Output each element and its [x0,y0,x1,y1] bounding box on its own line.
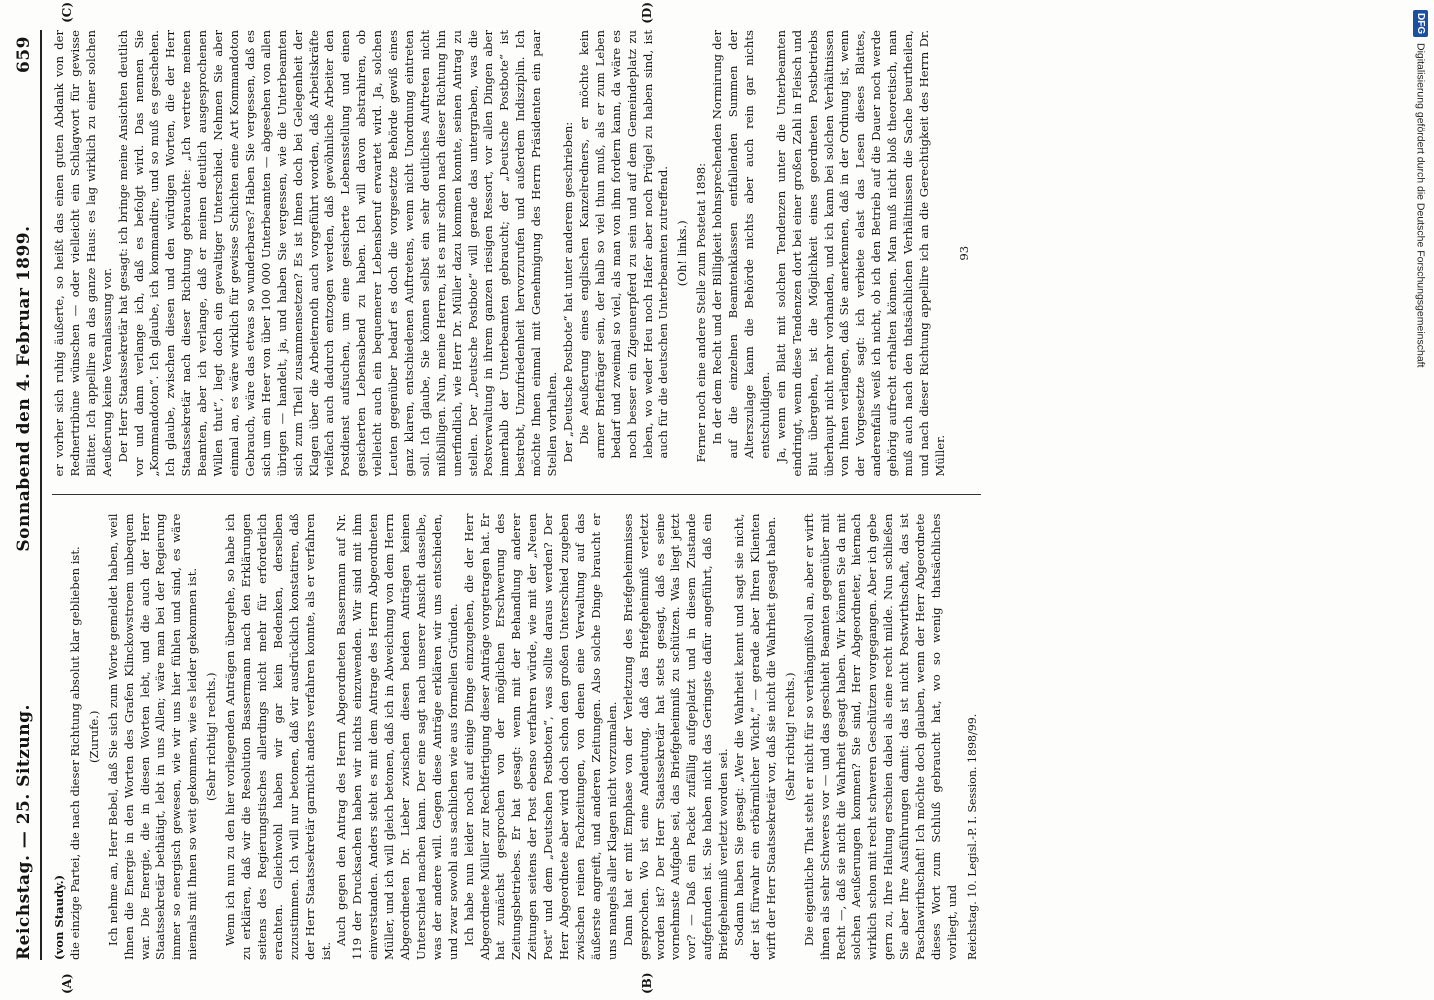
paragraph: Der Herr Staatssekretär hat gesagt: ich bringe meine Ansichten deutlich vor und dann verlange ich, daß es befolgt wird. Das nennen Sie „Kommandoton“. Ich glaube, ich kommandire, und so muß es geschehen. Ich glaube, zwischen diesen und den würdigen Worten, die der Herr Staatssekretär nach dieser Richtung gebrauchte: „Ich vertrete meinen Beamten, aber ich verlange, daß er meinen deutlich ausgesprochenen Willen thut“, liegt doch ein gewaltiger Unterschied. Nehmen Sie aber einmal an, es wäre wirklich für gewisse Schichten eine Art Kommandoton Gebrauch, wäre das etwas so wunderbares? Haben Sie vergessen, daß es sich um ein Heer von über 100 000 Unterbeamten — abgesehen von allen übrigen — handelt, ja, und haben Sie vergessen, wie die Unterbeamten sich zum Theil zusammensetzen? Es ist Ihnen doch bei Gelegenheit der Klagen über die Arbeiternoth auch vorgeführt worden, daß Arbeitskräfte vielfach auch dadurch entzogen werden, daß gewöhnliche Arbeiter den Postdienst aufsuchen, um eine gesicherte Lebensstellung und einen gesicherten Lebensabend zu haben. Ich will davon abstrahiren, ob vielleicht auch ein bequemerer Lebensberuf erwartet wird. Ja, solchen Leuten gegenüber bedarf es doch die vorgesetzte Behörde gewiß eines ganz klaren, entschiedenen Auftretens, wenn nicht Unordnung eintreten soll. Ich glaube, Sie können selbst ein sehr deutliches Auftreten nicht mißbilligen. Nun, meine Herren, ist es mir schon nach dieser Richtung hin unerfindlich, wie Herr Dr. Müller dazu kommen konnte, seinen Antrag zu stellen. Der „Deutsche Postbote“ will gerade das untergraben, was die Postverwaltung in ihrem ganzen riesigen Ressort, vor allen Dingen aber innerhalb der Unterbeamten gebraucht; der „Deutsche Postbote“ ist bestrebt, Unzufriedenheit hervorzurufen und außerdem Indisziplin. Ich möchte Ihnen einmal mit Genehmigung des Herrn Präsidenten ein paar Stellen vorhalten. [115,30,560,477]
digitization-stamp [1413,10,1428,368]
paragraph: Dann hat er mit Emphase von der Verletzung des Briefgeheimnisses gesprochen. Wo ist eine Andeutung, daß das Briefgeheimniß verletzt worden ist? Der Herr Staatssekretär hat stets gesagt, daß es seine vornehmste Aufgabe sei, das Briefgeheimniß zu schützen. Was liegt jetzt vor? — Daß ein Packet zufällig aufgeplatzt und in diesem Zustande aufgefunden ist. Sie haben nicht das Geringste dafür angeführt, daß ein Briefgeheimniß verletzt worden sei. [620,513,731,960]
column-divider [52,495,981,496]
margin-marker-b: (B) [640,972,654,994]
margin-marker-c: (C) [60,2,74,23]
paragraph: Ich nehme an, Herr Bebel, daß Sie sich zum Worte gemeldet haben, weil Ihnen die Energie in den Worten des Grafen Klinckowstroem unbequem war. Die Energie, die in diesen Worten lebt, und die auch der Herr Staatssekretär bethätigt, lebt in uns Allen; wäre man bei der Regierung immer so energisch gewesen, wie wir uns hier fühlen und sind, es wäre niemals mit Ihnen so weit gekommen, wie es leider gekommen ist. [105,513,200,960]
session-footer: Reichstag. 10. Legisl.-P. I. Session. 1898/99. [965,713,979,960]
dfg-logo: DFG [1413,10,1428,37]
interjection: (Oh! links.) [675,220,690,287]
interjection: (Zurufe.) [86,710,101,763]
sheet-number: 93 [956,245,971,261]
page-number: 659 [14,36,34,73]
header-left: Reichstag. — 25. Sitzung. [14,704,34,960]
header-date: Sonnabend den 4. Februar 1899. [14,225,34,552]
interjection: (Sehr richtig! rechts.) [782,672,797,802]
page-header [14,30,38,960]
paragraph: Ja, wenn ein Blatt mit solchen Tendenzen unter die Unterbeamten eindringt, wenn diese Tendenzen dort bei einer großen Zahl in Fleisch und Blut übergehen, ist die Möglichkeit eines geordneten Postbetriebs überhaupt nicht mehr vorhanden, und ich kann bei solchen Verhältnissen von Ihnen verlangen, daß Sie anerkennen, daß in der Ordnung ist, wenn der Vorgesetzte sagt: ich verbiete elast das Lesen dieses Blattes, anderenfalls weiß ich nicht, ob ich den Betrieb auf die Dauer noch werde gehörig aufrecht erhalten können. Man muß nicht bloß theoretisch, man muß auch nach den thatsächlichen Verhältnissen die Sache beurtheilen, und nach dieser Richtung appellire ich an die Gerechtigkeit des Herrn Dr. Müller. [773,30,947,477]
margin-marker-a: (A) [60,973,74,994]
header-rule [40,30,42,960]
paragraph: Die eigentliche That steht er nicht für so verhängnißvoll an, aber er wirft ihnen als sehr Schweres vor — und das geschieht Beamten gegenüber mit Recht —, daß sie nicht die Wahrheit gesagt haben. Wir können Sie da mit solchen Aeußerungen kommen? Sie sind, Herr Abgeordneter, hiernach wirklich schon mit recht schweren Geschützen vorgegangen. Aber ich gebe gern zu, Ihre Haltung erschien dabei als eine recht milde. Nun schließen Sie aber Ihre Ausführungen damit: das ist nicht Postwirthschaft, das ist Paschawirthschaft! Ich möchte doch glauben, wenn der Herr Abgeordnete dieses Wort zum Schluß gebraucht hat, wo so wenig thatsächliches vorliegt, und [801,513,959,960]
paragraph: die einzige Partei, die nach dieser Richtung absolut klar geblieben ist. [67,546,82,960]
paragraph: Ich habe nun leider noch auf einige Dinge einzugehen, die der Herr Abgeordnete Müller zur Rechtfertigung dieser Anträge vorgetragen hat. Er hat zunächst gesprochen von der möglichen Erschwerung des Zeitungsbetriebes. Er hat gesagt: wenn mit der Behandlung anderer Zeitungen seitens der Post ebenso verfahren würde, wie mit der „Neuen Post“ und dem „Deutschen Postboten“, was sollte daraus werden? Der Herr Abgeordnete aber wird doch schon den großen Unterschied zugeben zwischen reinen Fachzeitungen, von denen eine Verwaltung auf das äußerste angreift, und anderen Zeitungen. Also solche Dinge braucht er uns mangels aller Klagen nicht vorzumalen. [461,513,619,960]
interjection: (Sehr richtig! rechts.) [204,672,219,802]
text-columns [52,30,981,960]
right-column [52,30,981,477]
margin-marker-d: (D) [640,2,654,24]
quotation: Die Aeußerung eines englischen Kanzelredners, er möchte kein armer Briefträger sein, der halb so viel thun muß, als er zum Leben bedarf und zweimal so viel, als man von ihm fordern kann, da wäre es noch besser ein Zigeunerpferd zu sein und auf dem Gemeindeplatz zu leben, wo weder Heu noch Hafer aber noch Prügel zu haben sind, ist auch für die deutschen Unterbeamten zutreffend. [576,30,671,459]
speaker-tag: (von Staudy.) [52,874,66,960]
paragraph: Wenn ich nun zu den hier vorliegenden Anträgen übergehe, so habe ich zu erklären, daß wir die Resolution Bassermann nach den Erklärungen seitens des Regierungstisches allerdings nicht mehr für erforderlich erachten. Gleichwohl haben wir gar kein Bedenken, derselben zuzustimmen. Ich will nur betonen, daß wir ausdrücklich konstatiren, daß der Herr Staatssekretär garnicht anders verfahren konnte, als er verfahren ist. [223,513,333,960]
paragraph: Auch gegen den Antrag des Herrn Abgeordneten Bassermann auf Nr. 119 der Drucksachen haben wir nichts einzuwenden. Wir sind mit ihm einverstanden. Anders steht es mit dem Antrage des Herrn Abgeordneten Müller, und ich will gleich betonen, daß ich in Abweichung von dem Herrn Abgeordneten Dr. Lieber zwischen diesen beiden Anträgen keinen Unterschied machen kann. Der eine sagt nach unserer Ansicht dasselbe, was der andere will. Gegen diese Anträge erklären wir uns entschieden, und zwar sowohl aus sachlichen wie aus formellen Gründen. [334,513,460,960]
paragraph: er vorher sich ruhig äußerte, so heißt das einen guten Abdank von der Rednertribüne wünschen — oder vielleicht ein Schlagwort für gewisse Blätter. Ich appellire an das ganze Haus: es lag wirklich zu einer solchen Aeußerung keine Veranlassung vor. [52,30,114,477]
paragraph: Sodann haben Sie gesagt: „Wer die Wahrheit kennt und sagt sie nicht, der ist fürwahr ein erbärmlicher Wicht,“ — gerade aber Ihren Klienten wirft der Herr Staatssekretär vor, daß sie nicht die Wahrheit gesagt haben. [732,513,778,960]
quotation: In der dem Recht und der Billigkeit hohnsprechenden Normirung der auf die einzelnen Beamtenklassen entfallenden Summen der Alterszulage kann die Behörde nichts aber auch rein gar nichts entschuldigen. [710,30,772,459]
paragraph: Ferner noch eine andere Stelle zum Postetat 1898: [694,162,709,463]
paragraph: Der „Deutsche Postbote“ hat unter anderem geschrieben: [561,121,575,463]
stamp-text: Digitalisierung gefördert durch die Deutsche Forschungsgemeinschaft [1414,43,1427,368]
left-column [52,514,981,961]
